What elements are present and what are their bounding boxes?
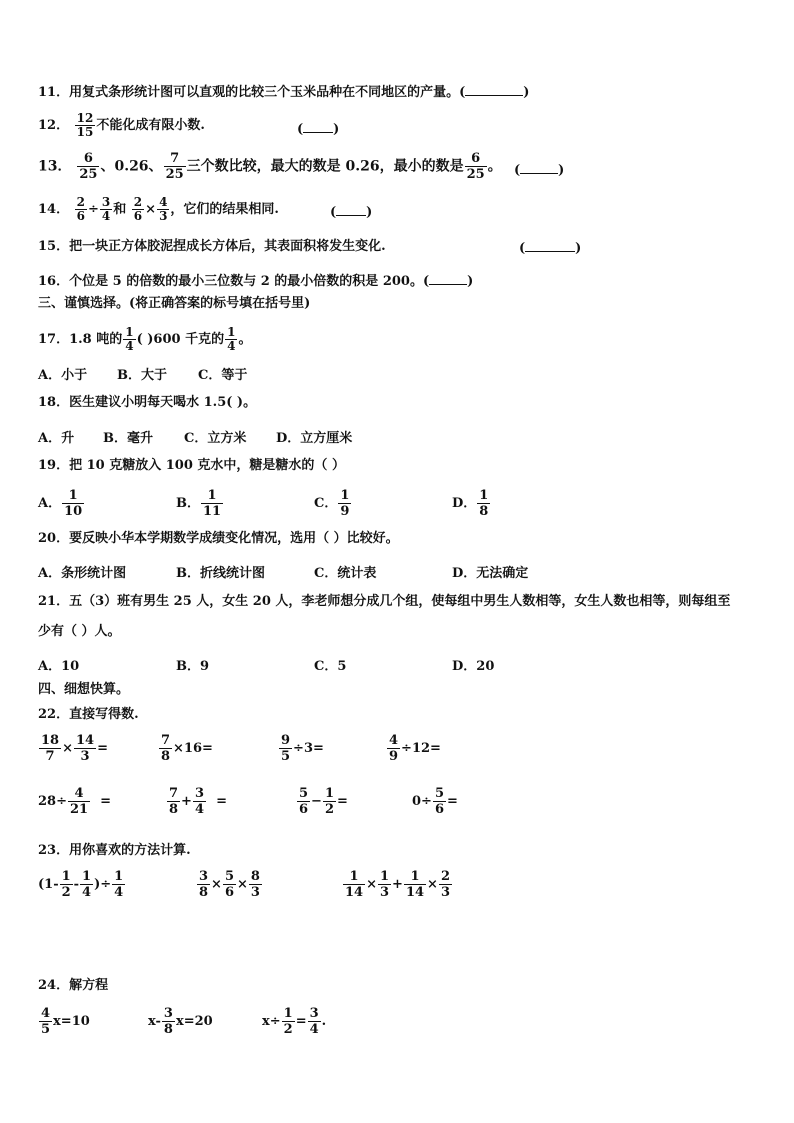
equation: x- $\frac{3}{8}$ x=20: [148, 1006, 213, 1037]
question-16: 16．个位是 5 的倍数的最小三位数与 2 的最小倍数的积是 200。( ): [38, 274, 474, 289]
fraction: $\frac{4}{5}$: [41, 1006, 51, 1037]
option-b[interactable]: B．9: [176, 659, 210, 674]
answer-bracket-12: ( ): [297, 122, 340, 137]
fraction: $\frac{1}{14}$: [345, 869, 364, 900]
question-text: 五（3）班有男生 25 人，女生 20 人，李老师想分成几个组，使每组中男生人数相等，女生人数也相等，则每组至: [69, 594, 731, 609]
fraction: $\frac{1}{14}$: [405, 869, 425, 900]
fraction: $\frac{1}{4}$: [227, 325, 236, 353]
question-11: 11．用复式条形统计图可以直观的比较三个玉米品种在不同地区的产量。( ): [38, 85, 530, 100]
fraction: $\frac{1}{11}$: [203, 488, 222, 519]
calc-item: $\frac{7}{8}$ + $\frac{3}{4}$ =: [169, 786, 227, 817]
fraction: $\frac{1}{4}$: [114, 869, 124, 900]
question-number: 12．: [38, 118, 70, 133]
question-24: [38, 978, 108, 994]
question-text: 解方程: [69, 978, 109, 993]
question-17: 17．1.8 吨的 $\frac{1}{4}$ ( )600 千克的 $\frac{1}{4}$ 。: [38, 325, 252, 353]
fraction: $\frac{4}{9}$: [389, 733, 399, 764]
calc-expression: $\frac{3}{8}$ × $\frac{5}{6}$ × $\frac{8}{3}$: [199, 869, 260, 900]
question-number: 18．: [38, 395, 70, 410]
fraction: $\frac{12}{15}$: [76, 111, 94, 139]
question-number: 24．: [38, 978, 70, 993]
question-20: [38, 531, 399, 547]
option-b[interactable]: B． $\frac{1}{11}$: [176, 488, 222, 519]
fraction: $\frac{1}{10}$: [64, 488, 83, 519]
question-18: [38, 395, 256, 411]
answer-blank[interactable]: [429, 272, 467, 285]
option-c[interactable]: C．等于: [198, 368, 248, 383]
question-text: 不能化成有限小数.: [96, 118, 205, 133]
option-c[interactable]: C．5: [314, 659, 347, 674]
fraction: $\frac{1}{4}$: [82, 869, 92, 900]
fraction: $\frac{4}{21}$: [69, 786, 89, 817]
question-number: 15．: [38, 239, 70, 254]
question-15: [38, 239, 386, 255]
fraction: $\frac{6}{25}$: [466, 151, 485, 182]
calc-item: 28÷ $\frac{4}{21}$ =: [38, 786, 112, 817]
answer-bracket-15: ( ): [519, 241, 582, 256]
fraction: $\frac{1}{9}$: [340, 488, 350, 519]
fraction: $\frac{3}{4}$: [101, 195, 111, 223]
option-b[interactable]: B．毫升: [103, 431, 153, 446]
answer-blank[interactable]: [303, 120, 333, 133]
fraction: $\frac{1}{2}$: [324, 786, 334, 817]
question-text: 把 10 克糖放入 100 克水中，糖是糖水的（ ）: [69, 458, 345, 473]
equation: x÷ $\frac{1}{2}$ = $\frac{3}{4}$ .: [262, 1006, 327, 1037]
calc-item: $\frac{5}{6}$ − $\frac{1}{2}$ =: [299, 786, 348, 817]
question-19: [38, 458, 345, 474]
fraction: $\frac{8}{3}$: [250, 869, 260, 900]
option-d[interactable]: D． $\frac{1}{8}$: [452, 488, 489, 519]
fraction: $\frac{7}{25}$: [165, 151, 184, 182]
question-text: 用复式条形统计图可以直观的比较三个玉米品种在不同地区的产量。(: [69, 85, 466, 100]
fraction: $\frac{5}{6}$: [434, 786, 444, 817]
fraction: $\frac{1}{4}$: [125, 325, 134, 353]
fraction: $\frac{7}{8}$: [161, 733, 171, 764]
question-number: 19．: [38, 458, 70, 473]
option-c[interactable]: C．立方米: [184, 431, 247, 446]
fraction: $\frac{5}{6}$: [299, 786, 309, 817]
answer-bracket-13: ( ): [514, 163, 565, 178]
question-22: [38, 707, 139, 723]
question-number: 21．: [38, 594, 70, 609]
fraction: $\frac{1}{2}$: [283, 1006, 293, 1037]
answer-blank[interactable]: [465, 83, 523, 96]
calc-item: $\frac{18}{7}$ × $\frac{14}{3}$ =: [41, 733, 108, 764]
question-14: 14． $\frac{2}{6}$ ÷ $\frac{3}{4}$ 和 $\frac{2}{6}$ × $\frac{4}{3}$ ，它们的结果相同.: [38, 195, 279, 223]
option-a[interactable]: A．条形统计图: [38, 566, 127, 581]
option-c[interactable]: C． $\frac{1}{9}$: [314, 488, 350, 519]
fraction: $\frac{7}{8}$: [169, 786, 179, 817]
question-text: ，它们的结果相同.: [170, 202, 279, 217]
fraction: $\frac{2}{6}$: [76, 195, 85, 223]
calc-item: 0÷ $\frac{5}{6}$ =: [412, 786, 458, 817]
calc-item: $\frac{9}{5}$ ÷3=: [281, 733, 324, 764]
fraction: $\frac{3}{8}$: [199, 869, 209, 900]
question-number: 20．: [38, 531, 70, 546]
fraction: $\frac{1}{3}$: [380, 869, 390, 900]
fraction: $\frac{3}{4}$: [194, 786, 204, 817]
question-text: 医生建议小明每天喝水 1.5( )。: [69, 395, 257, 410]
calc-item: $\frac{4}{9}$ ÷12=: [389, 733, 441, 764]
question-number: 17．: [38, 332, 70, 347]
answer-blank[interactable]: [520, 161, 558, 174]
question-text: 个位是 5 的倍数的最小三位数与 2 的最小倍数的积是 200。(: [69, 274, 430, 289]
calc-expression: (1- $\frac{1}{2}$ - $\frac{1}{4}$ )÷ $\frac{1}{4}$: [38, 869, 124, 900]
question-number: 16．: [38, 274, 70, 289]
option-b[interactable]: B．大于: [117, 368, 167, 383]
question-text: 直接写得数.: [69, 707, 139, 722]
question-12: [38, 112, 205, 139]
option-a[interactable]: A．10: [38, 659, 80, 674]
fraction: $\frac{4}{3}$: [159, 195, 168, 223]
question-text: 把一块正方体胶泥捏成长方体后，其表面积将发生变化.: [69, 239, 386, 254]
fraction: $\frac{3}{8}$: [163, 1006, 173, 1037]
option-c[interactable]: C．统计表: [314, 566, 377, 581]
question-21-cont: 少有（ ）人。: [38, 624, 121, 639]
fraction: $\frac{5}{6}$: [224, 869, 234, 900]
option-d[interactable]: D．立方厘米: [276, 431, 353, 446]
option-a[interactable]: A．升: [38, 431, 75, 446]
question-number: 22．: [38, 707, 70, 722]
fraction: $\frac{2}{3}$: [440, 869, 450, 900]
question-number: 14．: [38, 202, 70, 217]
fraction: $\frac{9}{5}$: [281, 733, 291, 764]
fraction: $\frac{1}{2}$: [61, 869, 71, 900]
option-a[interactable]: A．小于: [38, 368, 88, 383]
fraction: $\frac{1}{8}$: [479, 488, 489, 519]
calc-item: $\frac{7}{8}$ ×16=: [161, 733, 213, 764]
fraction: $\frac{6}{25}$: [79, 151, 98, 182]
fraction: $\frac{18}{7}$: [41, 733, 60, 764]
answer-bracket-14: ( ): [330, 205, 373, 220]
equation: $\frac{4}{5}$ x=10: [41, 1006, 90, 1037]
question-13: 13． $\frac{6}{25}$ 、0.26、 $\frac{7}{25}$ 三个数比较，最大的数是 0.26，最小的数是 $\frac{6}{25}$ 。: [38, 151, 502, 182]
question-number: 11．: [38, 85, 70, 100]
question-number: 23．: [38, 843, 70, 858]
section-4-heading: 四、细想快算。: [38, 682, 130, 697]
question-21: [38, 594, 730, 610]
option-b[interactable]: B．折线统计图: [176, 566, 265, 581]
question-23: [38, 843, 191, 859]
fraction: $\frac{3}{4}$: [309, 1006, 319, 1037]
option-a[interactable]: A． $\frac{1}{10}$: [38, 488, 83, 519]
calc-expression: $\frac{1}{14}$ × $\frac{1}{3}$ + $\frac{1}{14}$ × $\frac{2}{3}$: [345, 869, 450, 900]
fraction: $\frac{2}{6}$: [133, 195, 143, 223]
fraction: $\frac{14}{3}$: [76, 733, 95, 764]
question-text: 用你喜欢的方法计算.: [69, 843, 191, 858]
question-number: 13．: [38, 158, 72, 175]
option-d[interactable]: D．无法确定: [452, 566, 529, 581]
section-3-heading: 三、谨慎选择。(将正确答案的标号填在括号里): [38, 296, 311, 311]
option-d[interactable]: D．20: [452, 659, 495, 674]
question-text: 要反映小华本学期数学成绩变化情况，选用（ ）比较好。: [69, 531, 399, 546]
answer-blank[interactable]: [525, 239, 575, 252]
answer-blank[interactable]: [336, 203, 366, 216]
